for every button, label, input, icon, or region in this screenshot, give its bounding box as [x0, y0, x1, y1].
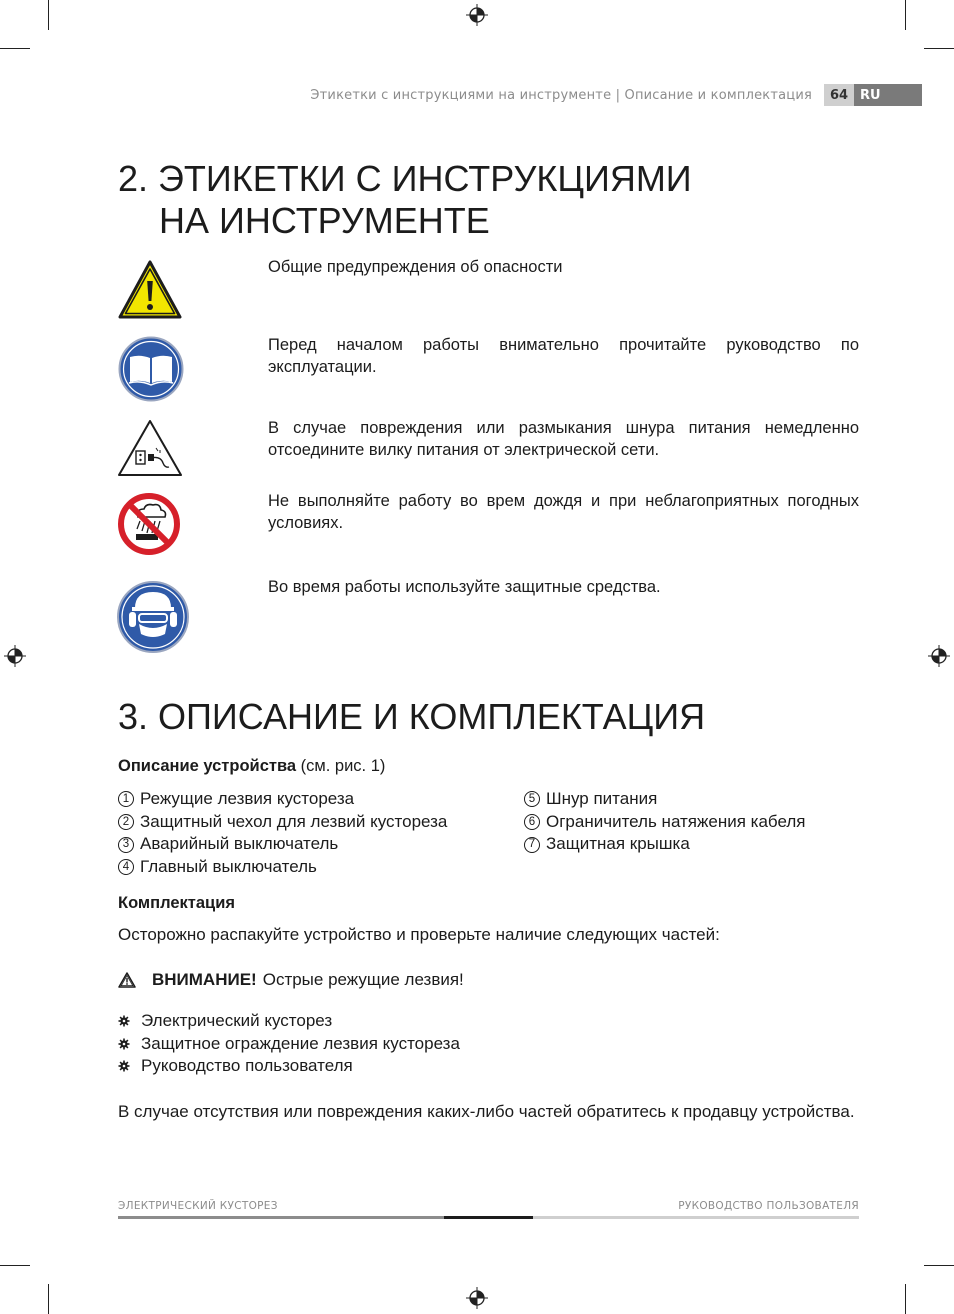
- part-label: Шнур питания: [546, 789, 658, 808]
- language-tag: RU: [854, 84, 922, 106]
- parts-list-left: [118, 788, 447, 879]
- part-number-badge: 5: [524, 791, 540, 807]
- contents-intro: Осторожно распакуйте устройство и проверьте наличие следующих частей:: [118, 925, 720, 944]
- contents-heading: Комплектация: [118, 894, 235, 912]
- list-item: [118, 1055, 460, 1078]
- part-number-badge: 6: [524, 814, 540, 830]
- registration-mark-icon: [466, 1287, 488, 1309]
- crop-mark: [924, 1265, 954, 1266]
- label-read-manual: Перед началом работы внимательно прочитайте руководство по эксплуатации.: [268, 336, 859, 376]
- description-heading-bold: Описание устройства: [118, 757, 297, 775]
- warning-label: ВНИМАНИЕ!: [152, 970, 257, 989]
- missing-parts-note: В случае отсутствия или повреждения каких-либо частей обратитесь к продавцу устройства.: [118, 1102, 855, 1121]
- unplug-cord-icon: [116, 418, 184, 478]
- list-item: [118, 788, 447, 811]
- registration-mark-icon: [466, 4, 488, 26]
- crop-mark: [48, 0, 49, 30]
- bullet-icon: [118, 1038, 130, 1050]
- part-label: Защитная крышка: [546, 834, 690, 854]
- list-item: [118, 833, 447, 856]
- protective-gear-icon: [117, 580, 189, 654]
- part-number-badge: 7: [524, 837, 540, 853]
- crop-mark: [48, 1284, 49, 1314]
- read-manual-icon: [118, 336, 184, 402]
- label-protective-gear: Во время работы используйте защитные средства.: [268, 578, 661, 596]
- part-label: Ограничитель натяжения кабеля: [546, 811, 806, 831]
- list-item: [118, 811, 447, 834]
- section-2-title-line2: НА ИНСТРУМЕНТЕ: [159, 200, 490, 241]
- warning-triangle-icon: [118, 972, 136, 988]
- registration-mark-icon: [928, 645, 950, 667]
- no-rain-icon: [116, 491, 182, 557]
- part-number-badge: 2: [118, 814, 134, 830]
- footer-rule-accent: [444, 1216, 533, 1219]
- crop-mark: [924, 48, 954, 49]
- footer-rule: [118, 1216, 444, 1219]
- label-general-warning: Общие предупреждения об опасности: [268, 258, 563, 276]
- part-label: Главный выключатель: [140, 857, 317, 877]
- bullet-icon: [118, 1015, 130, 1027]
- contents-item-label: Электрический кусторез: [141, 1011, 333, 1030]
- part-number-badge: 3: [118, 837, 134, 853]
- description-heading-ref: (см. рис. 1): [296, 757, 386, 775]
- footer-product-name: ЭЛЕКТРИЧЕСКИЙ КУСТОРЕЗ: [118, 1200, 278, 1212]
- part-label: Аварийный выключатель: [140, 834, 339, 854]
- contents-item-label: Руководство пользователя: [141, 1056, 353, 1075]
- section-3-title: 3. ОПИСАНИЕ И КОМПЛЕКТАЦИЯ: [118, 696, 706, 737]
- list-item: [524, 788, 805, 811]
- crop-mark: [905, 0, 906, 30]
- list-item: [118, 1033, 460, 1056]
- parts-list-right: [524, 788, 805, 856]
- warning-triangle-icon: [117, 259, 183, 321]
- section-2-title: [118, 158, 692, 242]
- sharp-blades-warning: [118, 970, 464, 990]
- part-label: Режущие лезвия кустореза: [140, 789, 355, 808]
- footer-rule: [533, 1216, 859, 1219]
- crop-mark: [0, 48, 30, 49]
- part-label: Защитный чехол для лезвий кустореза: [140, 811, 448, 831]
- list-item: [118, 1010, 460, 1033]
- label-unplug-cord: В случае повреждения или размыкания шнура питания немедленно отсоедините вилку питания от электрической сети.: [268, 419, 859, 459]
- bullet-icon: [118, 1060, 130, 1072]
- contents-list: [118, 1010, 460, 1078]
- crop-mark: [0, 1265, 30, 1266]
- footer-manual-label: РУКОВОДСТВО ПОЛЬЗОВАТЕЛЯ: [678, 1200, 859, 1212]
- section-2-title-line1: 2. ЭТИКЕТКИ С ИНСТРУКЦИЯМИ: [118, 158, 692, 199]
- list-item: [524, 833, 805, 856]
- warning-text: Острые режущие лезвия!: [262, 970, 464, 989]
- part-number-badge: 4: [118, 859, 134, 875]
- page-number: 64: [824, 84, 854, 106]
- running-header: Этикетки с инструкциями на инструменте | Описание и комплектация: [310, 88, 812, 103]
- list-item: [524, 811, 805, 834]
- part-number-badge: 1: [118, 791, 134, 807]
- label-no-rain: Не выполняйте работу во врем дождя и при неблагоприятных погодных условиях.: [268, 492, 859, 532]
- registration-mark-icon: [4, 645, 26, 667]
- contents-item-label: Защитное ограждение лезвия кустореза: [141, 1033, 460, 1053]
- description-heading: [118, 757, 385, 776]
- crop-mark: [905, 1284, 906, 1314]
- list-item: [118, 856, 447, 879]
